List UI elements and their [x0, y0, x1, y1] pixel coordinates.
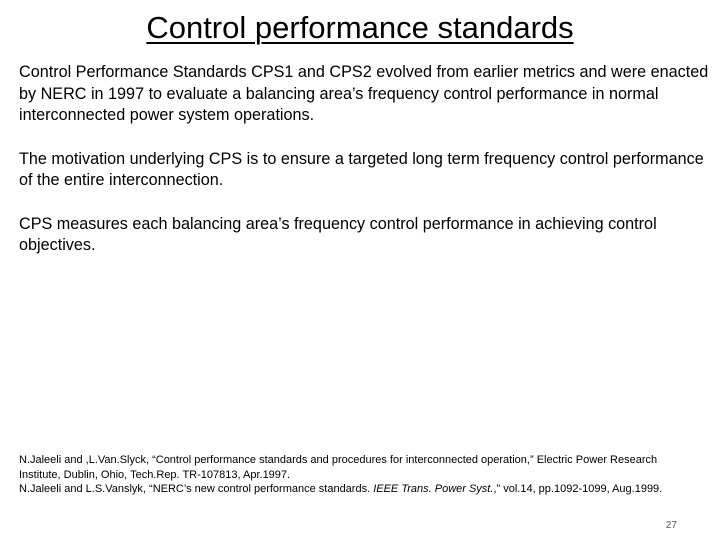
reference-item	[19, 482, 699, 497]
paragraph-cps-definition: Control Performance Standards CPS1 and CPS2 evolved from earlier metrics and were enacted by NERC in 1997 to evaluate a balancing area’s frequency control performance in normal interconnected power system operations.	[19, 63, 709, 124]
reference-journal: IEEE Trans. Power Syst.	[373, 483, 494, 495]
slide-body	[19, 62, 709, 279]
paragraph-cps-motivation: The motivation underlying CPS is to ensure a targeted long term frequency control performance of the entire interconnection.	[19, 149, 704, 189]
reference-text-end: ,” vol.14, pp.1092-1099, Aug.1999.	[493, 483, 663, 495]
reference-item	[19, 453, 699, 482]
paragraph-cps-measures: CPS measures each balancing area’s frequency control performance in achieving control objectives.	[19, 214, 657, 254]
slide-title: Control performance standards	[146, 10, 574, 45]
references	[19, 453, 699, 497]
reference-text: N.Jaleeli and L.S.Vanslyk, “NERC’s new control performance standards.	[19, 483, 374, 495]
page-number: 27	[665, 520, 677, 531]
reference-text: N.Jaleeli and ,L.Van.Slyck, “Control performance standards and procedures for interconnected operation,” Electric Power Research Institute, Dublin, Ohio, Tech.Rep. TR-107813, Apr.1997.	[19, 454, 658, 481]
